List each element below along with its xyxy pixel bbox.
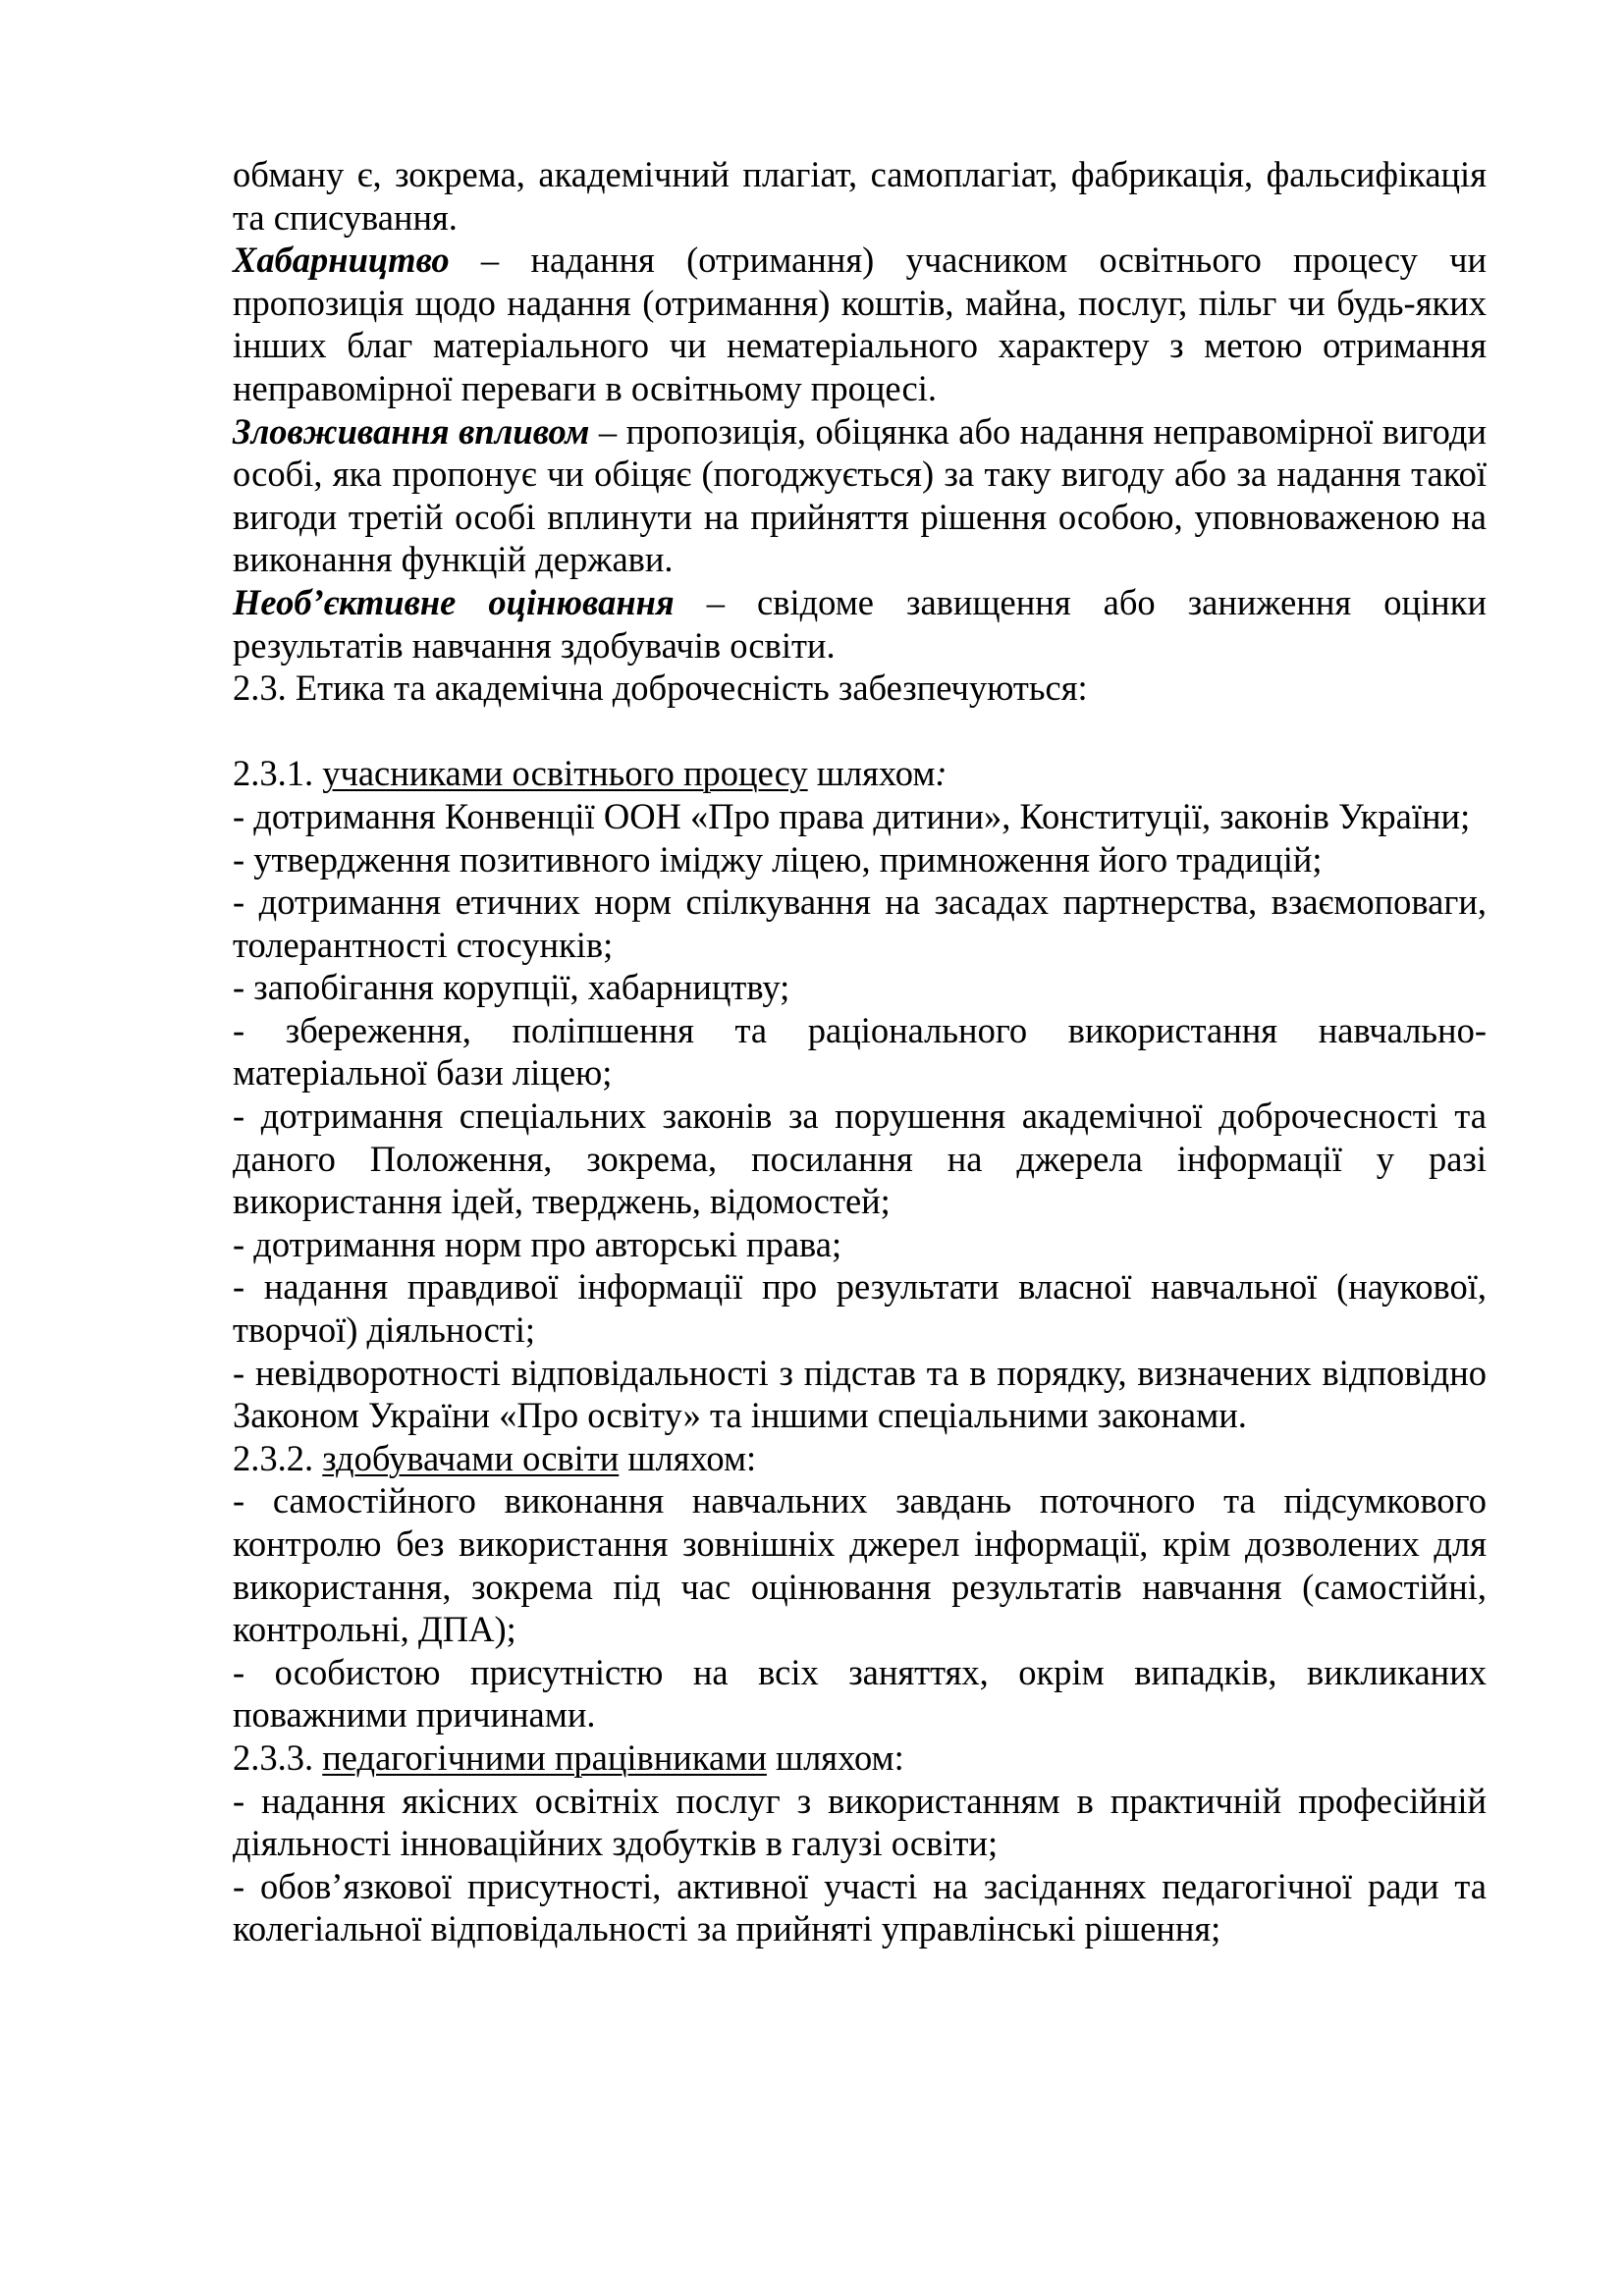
section-2-3-1-heading — [233, 752, 1487, 795]
list-item: - дотримання норм про авторські права; — [233, 1223, 842, 1264]
paragraph-biased-assessment-definition — [233, 581, 1487, 667]
section-subject: здобувачами освіти — [322, 1437, 620, 1478]
section-2-3-2-heading — [233, 1437, 1487, 1480]
section-number: 2.3.1. — [233, 753, 323, 794]
list-item: - збереження, поліпшення та раціонального використання навчально-матеріальної бази ліцею; — [233, 1009, 1487, 1094]
section-tail: шляхом: — [619, 1437, 757, 1478]
section-tail: шляхом: — [766, 1736, 904, 1778]
section-number: 2.3.3. — [233, 1736, 323, 1778]
section-2-3-3-heading — [233, 1736, 1487, 1780]
term-influence-abuse: Зловживання впливом — [233, 410, 590, 452]
list-item: - запобігання корупції, хабарництву; — [233, 967, 790, 1008]
list-item: - особистою присутністю на всіх заняттях, окрім випадків, викликаних поважними причинами. — [233, 1651, 1487, 1735]
list-item: - дотримання етичних норм спілкування на засадах партнерства, взаємоповаги, толерантності стосунків; — [233, 881, 1487, 965]
section-tail: шляхом — [807, 753, 936, 794]
section-subject: педагогічними працівниками — [322, 1736, 767, 1778]
paragraph-influence-abuse-definition — [233, 410, 1487, 581]
list-item: - дотримання спеціальних законів за порушення академічної доброчесності та даного Положення, зокрема, посилання на джерела інформації у разі використання ідей, тверджень, відомостей; — [233, 1095, 1487, 1222]
section-colon: : — [935, 753, 947, 794]
blank-line — [233, 710, 1487, 753]
term-biased-assessment: Необ’єктивне оцінювання — [233, 581, 675, 622]
document-page — [233, 153, 1487, 1950]
list-item: - надання правдивої інформації про результати власної навчальної (наукової, творчої) діяльності; — [233, 1266, 1487, 1351]
section-2-3-heading: 2.3. Етика та академічна доброчесність забезпечуються: — [233, 667, 1088, 709]
paragraph-bribery-definition — [233, 239, 1487, 409]
list-item: - обов’язкової присутності, активної участі на засіданнях педагогічної ради та колегіальної відповідальності за прийняті управлінські рішення; — [233, 1865, 1487, 1949]
definition-bribery: – надання (отримання) учасником освітнього процесу чи пропозиція щодо надання (отримання) коштів, майна, послуг, пільг чи будь-яких інших благ матеріального чи нематеріального характеру з метою отримання неправомірної переваги в освітньому процесі. — [233, 240, 1487, 408]
section-subject: учасниками освітнього процесу — [322, 753, 808, 794]
list-item: - невідворотності відповідальності з підстав та в порядку, визначених відповідно Законом України «Про освіту» та іншими спеціальними законами. — [233, 1352, 1487, 1436]
list-item: - надання якісних освітніх послуг з використанням в практичній професійній діяльності інноваційних здобутків в галузі освіти; — [233, 1780, 1487, 1864]
list-item: - самостійного виконання навчальних завдань поточного та підсумкового контролю без використання зовнішніх джерел інформації, крім дозволених для використання, зокрема під час оцінювання результатів навчання (самостійні, контрольні, ДПА); — [233, 1480, 1487, 1650]
list-item: - утвердження позитивного іміджу ліцею, примноження його традицій; — [233, 838, 1323, 880]
definition-influence-abuse: – пропозиція, обіцянка або надання неправомірної вигоди особі, яка пропонує чи обіцяє (погоджується) за таку вигоду або за надання такої вигоди третій особі вплинути на прийняття рішення особою, уповноваженою на виконання функцій держави. — [233, 410, 1487, 580]
paragraph-dishonesty-types: обману є, зокрема, академічний плагіат, самоплагіат, фабрикація, фальсифікація та списування. — [233, 154, 1487, 238]
term-bribery: Хабарництво — [233, 240, 450, 281]
list-item: - дотримання Конвенції ООН «Про права дитини», Конституції, законів України; — [233, 795, 1471, 836]
section-number: 2.3.2. — [233, 1437, 323, 1478]
definition-biased-assessment: – свідоме завищення або заниження оцінки результатів навчання здобувачів освіти. — [233, 581, 1487, 666]
